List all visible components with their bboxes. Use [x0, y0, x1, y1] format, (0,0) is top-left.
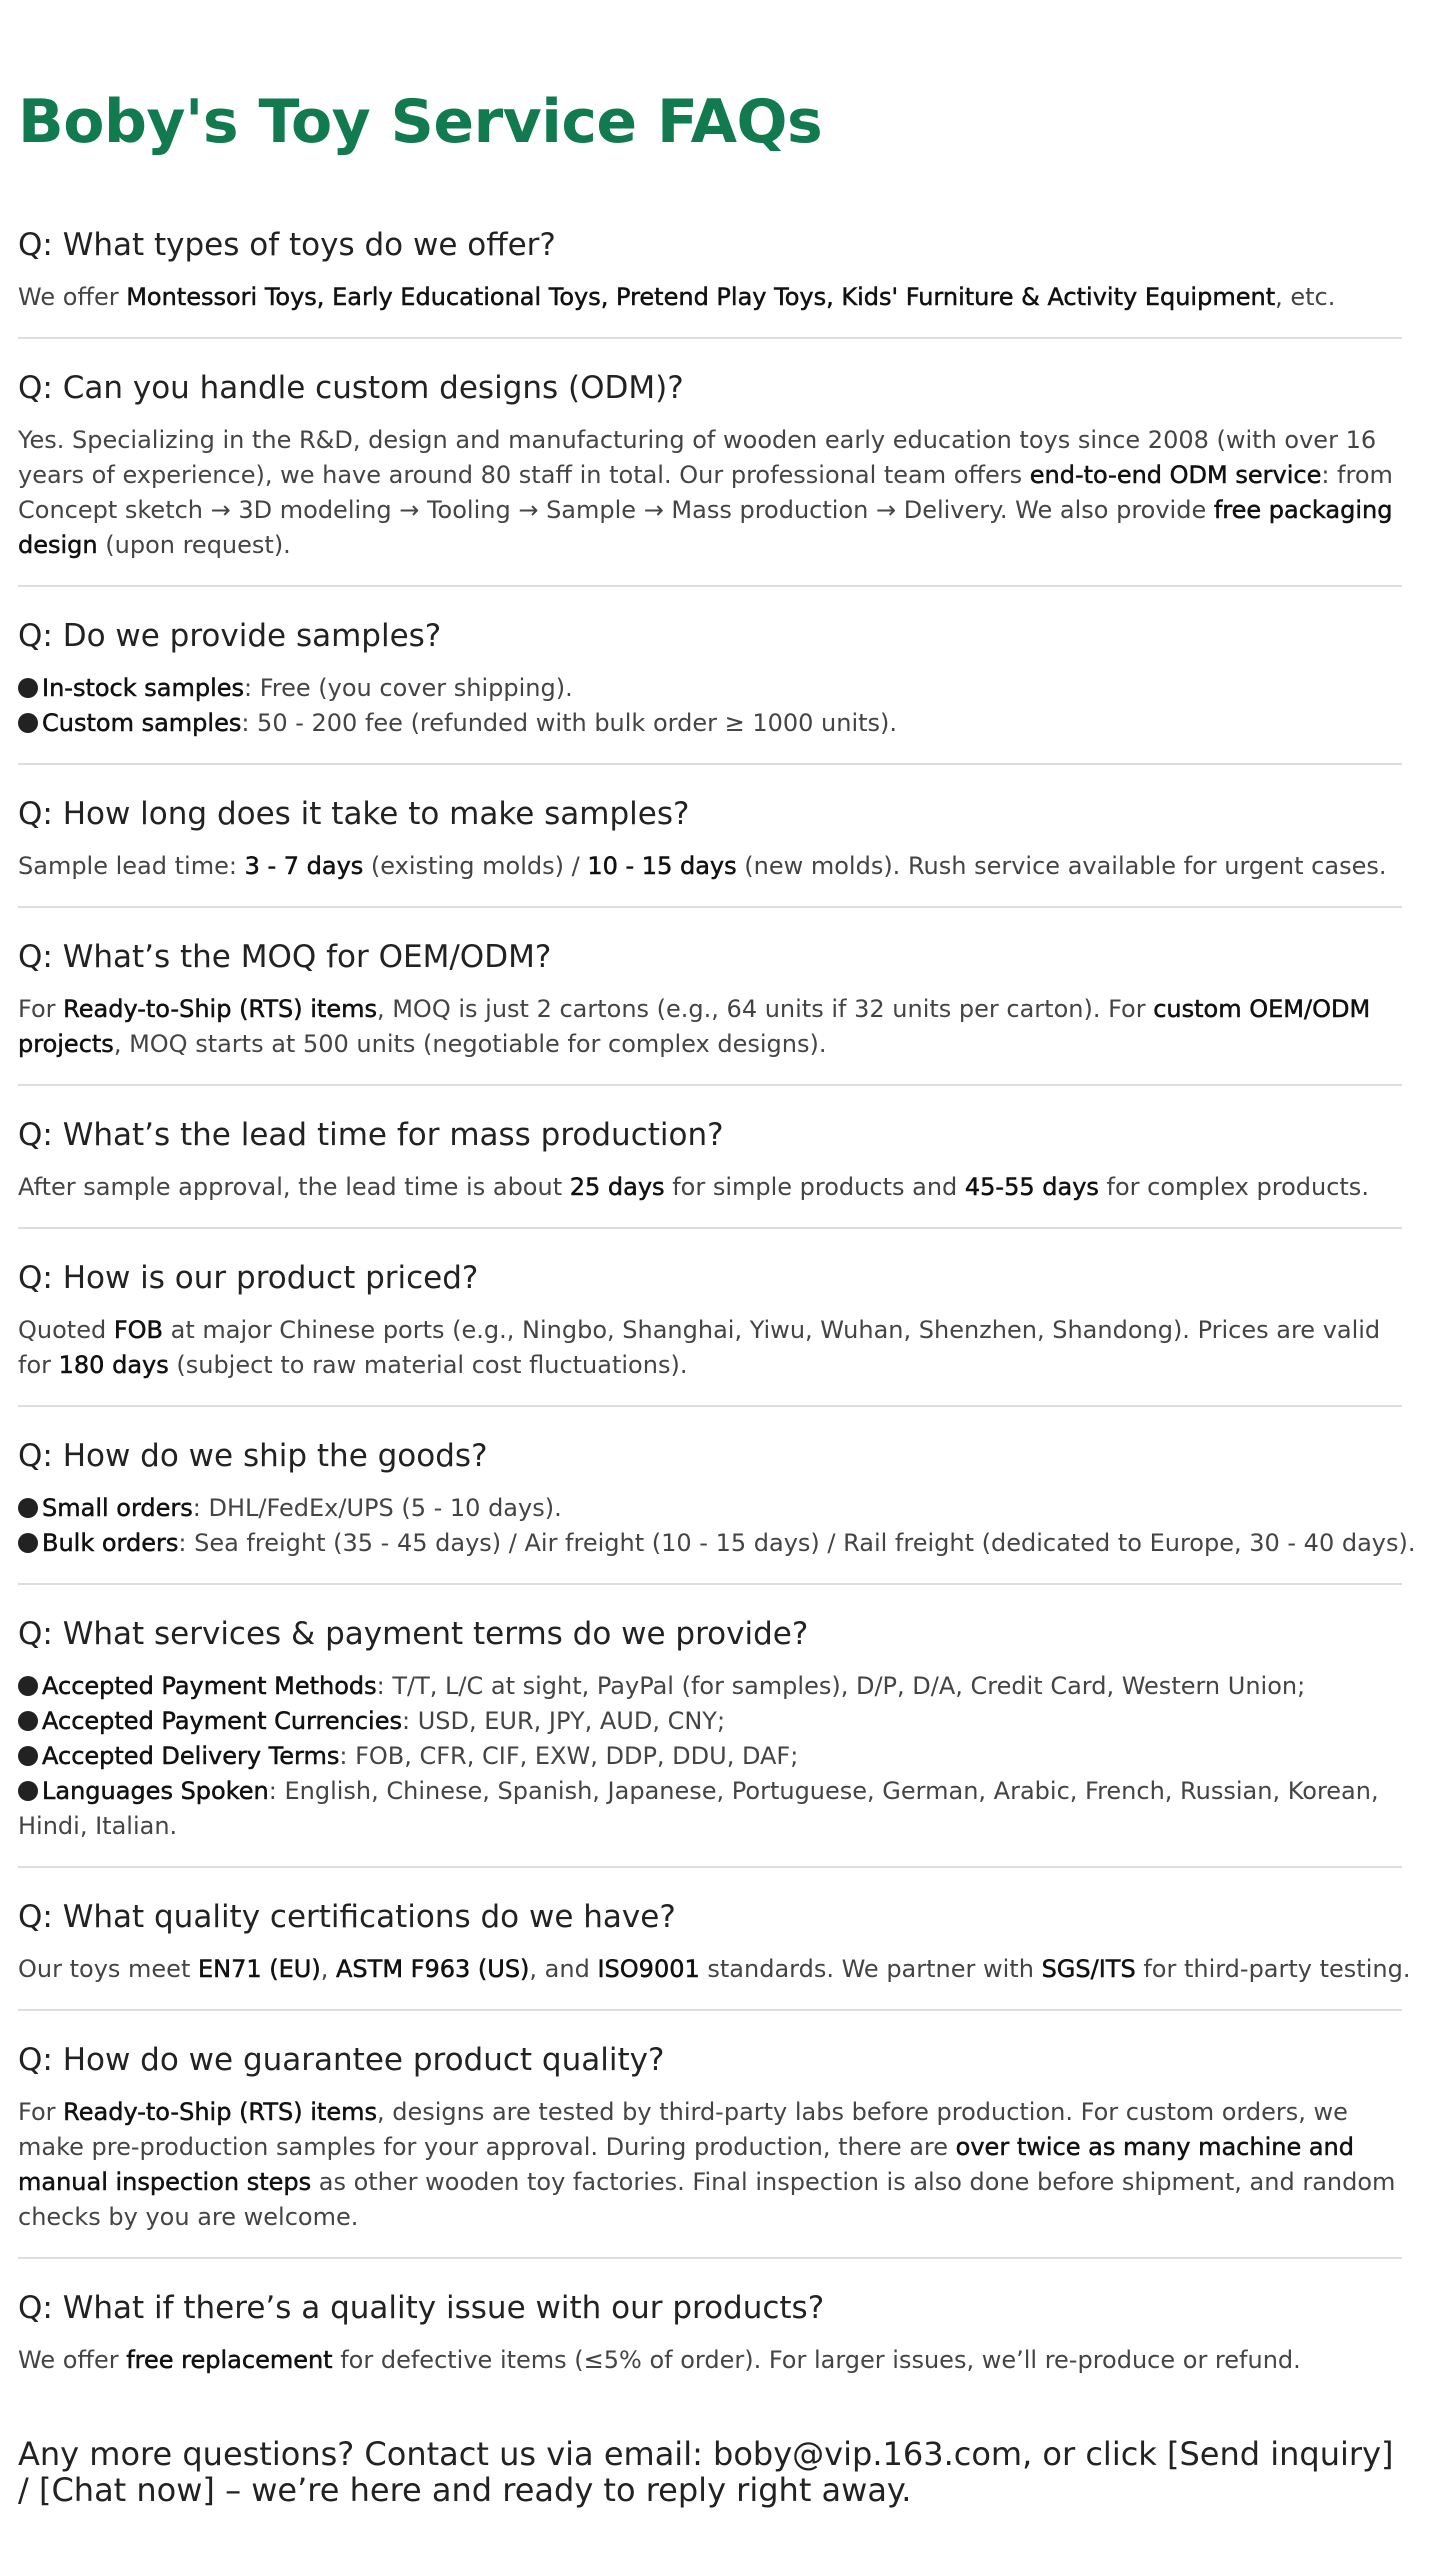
faq-bullet-list: [18, 1669, 1428, 1844]
answer-text: (subject to raw material cost fluctuations).: [168, 1351, 688, 1379]
faq-item: [18, 2039, 1402, 2259]
emphasis-text: Small orders: [42, 1494, 193, 1522]
bullet-dot-icon: [18, 1746, 38, 1766]
answer-text: Sample lead time:: [18, 852, 245, 880]
faq-item: [18, 2287, 1402, 2400]
emphasis-text: free replacement: [126, 2346, 333, 2374]
answer-text: , designs are tested by third-party labs before production. For custom orders, we make pre-production samples for your approval. During production, there are: [18, 2098, 1348, 2161]
emphasis-text: Accepted Delivery Terms: [42, 1742, 340, 1770]
answer-text: for simple products and: [664, 1173, 965, 1201]
faq-bullet-list: [18, 671, 1428, 741]
faq-item: [18, 1896, 1411, 2011]
emphasis-text: ISO9001: [597, 1955, 700, 1983]
bullet-dot-icon: [18, 1711, 38, 1731]
bullet-dot-icon: [18, 1781, 38, 1801]
emphasis-text: over twice as many machine and manual inspection steps: [18, 2133, 1355, 2196]
emphasis-text: EN71 (EU): [197, 1955, 321, 1983]
faq-question: Q: How do we guarantee product quality?: [18, 2042, 665, 2078]
faq-question: Q: How do we ship the goods?: [18, 1438, 488, 1474]
list-item: [18, 706, 1428, 741]
answer-text: , MOQ starts at 500 units (negotiable for complex designs).: [113, 1030, 827, 1058]
faq-page: [18, 0, 1422, 2508]
faq-answer: [18, 2095, 1418, 2235]
answer-text: : T/T, L/C at sight, PayPal (for samples), D/P, D/A, Credit Card, Western Union;: [376, 1672, 1306, 1700]
answer-text: for complex products.: [1098, 1173, 1369, 1201]
answer-text: After sample approval, the lead time is about: [18, 1173, 570, 1201]
answer-text: (upon request).: [97, 531, 291, 559]
bullet-dot-icon: [18, 1498, 38, 1518]
answer-text: at major Chinese ports (e.g., Ningbo, Shanghai, Yiwu, Wuhan, Shenzhen, Shandong). Prices are valid for: [18, 1316, 1381, 1379]
faq-answer: [18, 1313, 1418, 1383]
emphasis-text: Accepted Payment Currencies: [42, 1707, 402, 1735]
faq-item: [18, 1613, 1402, 1868]
faq-item: [18, 367, 1402, 587]
faq-question: Q: What if there’s a quality issue with our products?: [18, 2290, 825, 2326]
list-item: [18, 1704, 1428, 1739]
emphasis-text: Custom samples: [42, 709, 242, 737]
bullet-dot-icon: [18, 1533, 38, 1553]
faq-question: Q: How is our product priced?: [18, 1260, 479, 1296]
faq-answer: [18, 1952, 1418, 1987]
faq-bullet-list: [18, 1491, 1428, 1561]
emphasis-text: custom OEM/ODM projects: [18, 995, 1371, 1058]
emphasis-text: Ready-to-Ship (RTS) items: [63, 995, 377, 1023]
emphasis-text: Accepted Payment Methods: [42, 1672, 377, 1700]
answer-text: : FOB, CFR, CIF, EXW, DDP, DDU, DAF;: [339, 1742, 799, 1770]
emphasis-text: In-stock samples: [42, 674, 245, 702]
answer-text: : from Concept sketch → 3D modeling → Tooling → Sample → Mass production → Delivery. We also provide: [18, 461, 1393, 524]
faq-question: Q: What’s the lead time for mass production?: [18, 1117, 724, 1153]
list-item: [18, 671, 1428, 706]
faq-question: Q: What types of toys do we offer?: [18, 227, 556, 263]
emphasis-text: Montessori Toys, Early Educational Toys, Pretend Play Toys, Kids' Furniture & Activity Equipment: [126, 283, 1276, 311]
faq-question: Q: What quality certifications do we have?: [18, 1899, 676, 1935]
emphasis-text: 3 - 7 days: [244, 852, 364, 880]
answer-text: as other wooden toy factories. Final inspection is also done before shipment, and random checks by you are welcome.: [18, 2168, 1396, 2231]
faq-question: Q: What services & payment terms do we provide?: [18, 1616, 809, 1652]
emphasis-text: Languages Spoken: [42, 1777, 269, 1805]
emphasis-text: free packaging design: [18, 496, 1393, 559]
page-title: Boby's Toy Service FAQs: [18, 87, 823, 157]
answer-text: We offer: [18, 283, 127, 311]
faq-item: [18, 1257, 1402, 1407]
answer-text: : Free (you cover shipping).: [244, 674, 573, 702]
emphasis-text: 10 - 15 days: [587, 852, 737, 880]
bullet-dot-icon: [18, 1676, 38, 1696]
answer-text: standards. We partner with: [699, 1955, 1042, 1983]
emphasis-text: end-to-end ODM service: [1029, 461, 1322, 489]
faq-question: Q: What’s the MOQ for OEM/ODM?: [18, 939, 552, 975]
answer-text: Our toys meet: [18, 1955, 198, 1983]
faq-answer: [18, 992, 1418, 1062]
list-item: [18, 1526, 1428, 1561]
faq-item: [18, 936, 1402, 1086]
emphasis-text: Bulk orders: [42, 1529, 179, 1557]
answer-text: : English, Chinese, Spanish, Japanese, Portuguese, German, Arabic, French, Russian, Korean, Hindi, Italian.: [18, 1777, 1379, 1840]
list-item: [18, 1669, 1428, 1704]
faq-answer: [18, 280, 1418, 315]
answer-text: For: [18, 2098, 64, 2126]
answer-text: , MOQ is just 2 cartons (e.g., 64 units if 32 units per carton). For: [376, 995, 1154, 1023]
faq-item: [18, 1114, 1402, 1229]
answer-text: : Sea freight (35 - 45 days) / Air freight (10 - 15 days) / Rail freight (dedicated to Europe, 30 - 40 days).: [178, 1529, 1416, 1557]
answer-text: , and: [529, 1955, 598, 1983]
bullet-dot-icon: [18, 713, 38, 733]
emphasis-text: ASTM F963 (US): [336, 1955, 530, 1983]
answer-text: We offer: [18, 2346, 127, 2374]
answer-text: ,: [320, 1955, 336, 1983]
answer-text: For: [18, 995, 64, 1023]
faq-question: Q: Can you handle custom designs (ODM)?: [18, 370, 684, 406]
faq-question: Q: How long does it take to make samples?: [18, 796, 690, 832]
faq-item: [18, 793, 1402, 908]
answer-text: Quoted: [18, 1316, 114, 1344]
faq-item: [18, 615, 1402, 765]
list-item: [18, 1491, 1428, 1526]
answer-text: (new molds). Rush service available for urgent cases.: [736, 852, 1387, 880]
emphasis-text: 180 days: [58, 1351, 169, 1379]
emphasis-text: 45-55 days: [964, 1173, 1099, 1201]
answer-text: Yes. Specializing in the R&D, design and manufacturing of wooden early education toys since 2008 (with over 16 years of experience), we have around 80 staff in total. Our professional team offers: [18, 426, 1377, 489]
faq-list: [18, 224, 1422, 2400]
answer-text: for defective items (≤5% of order). For larger issues, we’ll re-produce or refund.: [332, 2346, 1301, 2374]
answer-text: for third-party testing.: [1135, 1955, 1411, 1983]
emphasis-text: 25 days: [569, 1173, 665, 1201]
answer-text: : 50 - 200 fee (refunded with bulk order ≥ 1000 units).: [241, 709, 898, 737]
faq-answer: [18, 2343, 1418, 2378]
answer-text: : USD, EUR, JPY, AUD, CNY;: [402, 1707, 726, 1735]
emphasis-text: SGS/ITS: [1041, 1955, 1136, 1983]
contact-closing-text: Any more questions? Contact us via email: boby@vip.163.com, or click [Send inquiry] / [Chat now] – we’re here and ready to reply right away.: [18, 2435, 1394, 2509]
faq-answer: [18, 1170, 1418, 1205]
faq-question: Q: Do we provide samples?: [18, 618, 442, 654]
answer-text: : DHL/FedEx/UPS (5 - 10 days).: [192, 1494, 562, 1522]
list-item: [18, 1774, 1428, 1844]
bullet-dot-icon: [18, 678, 38, 698]
answer-text: , etc.: [1275, 283, 1336, 311]
list-item: [18, 1739, 1428, 1774]
faq-item: [18, 224, 1402, 339]
answer-text: (existing molds) /: [363, 852, 588, 880]
faq-item: [18, 1435, 1416, 1585]
faq-answer: [18, 423, 1418, 563]
emphasis-text: FOB: [113, 1316, 163, 1344]
faq-answer: [18, 849, 1418, 884]
emphasis-text: Ready-to-Ship (RTS) items: [63, 2098, 377, 2126]
